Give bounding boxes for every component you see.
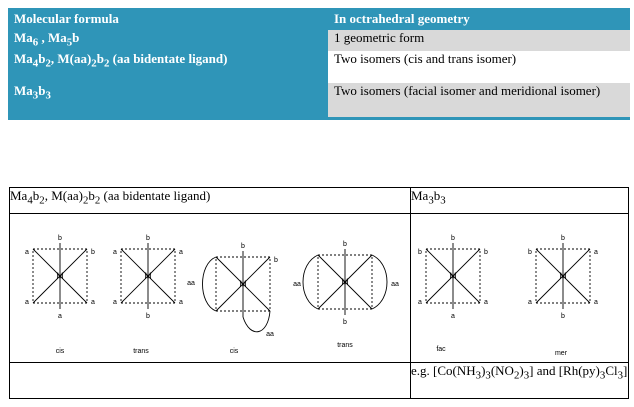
mer-ma3b3-label-br: a [594,299,598,306]
left-formula-header: $Ma_4b_2$, $M(aa)_2b_2$ (aa bidentate ligand) [10,188,411,214]
cis-ma4b2-diagram [25,235,95,355]
cis-maa2b2-caption: cis [229,348,239,355]
trans-ma4b2-caption: trans [133,348,149,355]
cis-maa2b2-metal-label: M [239,279,247,289]
row2-formula: $Ma_4b_2$, $M(aa)_2b_2$ (aa bidentate ligand) [8,51,328,83]
trans-ma4b2-label-br: a [179,299,183,306]
row1-geometry: 1 geometric form [328,30,630,51]
fac-ma3b3-metal-label: M [449,271,457,281]
cis-maa2b2-chelate-arc-0 [203,257,217,311]
fac-ma3b3-diagram [418,235,488,353]
row1-formula: $Ma_6$ , $Ma_5b$ [8,30,328,51]
trans-maa2b2-chelate-label-0: aa [293,281,301,288]
trans-ma4b2-metal-label: M [144,271,152,281]
cis-maa2b2-label-top: b [241,243,245,250]
ma4b2-diagrams-cell [10,214,411,363]
fac-ma3b3-label-top: b [451,235,455,242]
trans-ma4b2-label-bl: a [113,299,117,306]
ma3b3-diagrams-cell [411,214,629,363]
empty-cell [10,363,411,399]
isomer-diagram-table [9,187,629,399]
cis-ma4b2-caption: cis [55,348,65,355]
mer-ma3b3-caption: mer [554,350,568,357]
header-octahedral-geometry: In octrahedral geometry [328,8,630,30]
mer-ma3b3-label-tl: b [528,249,532,256]
cis-ma4b2-label-top: b [58,235,62,242]
cis-maa2b2-label-tr: b [274,257,278,264]
cis-ma4b2-metal-label: M [56,271,64,281]
trans-maa2b2-diagram [293,241,399,349]
fac-ma3b3-label-tr: b [484,249,488,256]
example-complexes: e.g. $[Co(NH_3)_3(NO_2)_3]$ and $[Rh(py)_3Cl_3]$ [411,363,629,399]
cis-ma4b2-label-bottom: a [58,313,62,320]
row3-geometry: Two isomers (facial isomer and meridional isomer) [328,83,630,119]
trans-maa2b2-label-top: b [343,241,347,248]
cis-maa2b2-diagram [187,243,278,355]
cis-maa2b2-chelate-label-0: aa [187,280,195,287]
ma4b2-isomer-diagrams [10,214,411,358]
trans-maa2b2-chelate-label-1: aa [391,281,399,288]
fac-ma3b3-label-bl: a [418,299,422,306]
cis-ma4b2-label-br: a [91,299,95,306]
cis-maa2b2-chelate-arc-1 [243,311,270,332]
mer-ma3b3-label-bl: a [528,299,532,306]
trans-maa2b2-chelate-arc-1 [372,255,387,309]
trans-maa2b2-chelate-arc-0 [303,255,318,309]
ma3b3-isomer-diagrams [411,214,629,358]
mer-ma3b3-metal-label: M [559,271,567,281]
mer-ma3b3-diagram [528,235,598,357]
cis-ma4b2-label-tr: b [91,249,95,256]
fac-ma3b3-label-bottom: a [451,313,455,320]
fac-ma3b3-label-tl: b [418,249,422,256]
trans-ma4b2-label-top: b [146,235,150,242]
row3-formula: $Ma_3b_3$ [8,83,328,119]
mer-ma3b3-label-bottom: b [561,313,565,320]
trans-ma4b2-diagram [113,235,183,355]
trans-maa2b2-metal-label: M [341,277,349,287]
right-formula-header: $Ma_3b_3$ [411,188,629,214]
trans-maa2b2-caption: trans [337,342,353,349]
header-molecular-formula: Molecular formula [8,8,328,30]
trans-ma4b2-label-tl: a [113,249,117,256]
fac-ma3b3-caption: fac [436,346,446,353]
cis-ma4b2-label-tl: a [25,249,29,256]
trans-maa2b2-label-bottom: b [343,319,347,326]
mer-ma3b3-label-tr: a [594,249,598,256]
fac-ma3b3-label-br: a [484,299,488,306]
cis-ma4b2-label-bl: a [25,299,29,306]
trans-ma4b2-label-tr: a [179,249,183,256]
row2-geometry: Two isomers (cis and trans isomer) [328,51,630,83]
trans-ma4b2-label-bottom: b [146,313,150,320]
mer-ma3b3-label-top: b [561,235,565,242]
cis-maa2b2-chelate-label-1: aa [266,331,274,338]
isomer-summary-table [8,8,630,120]
